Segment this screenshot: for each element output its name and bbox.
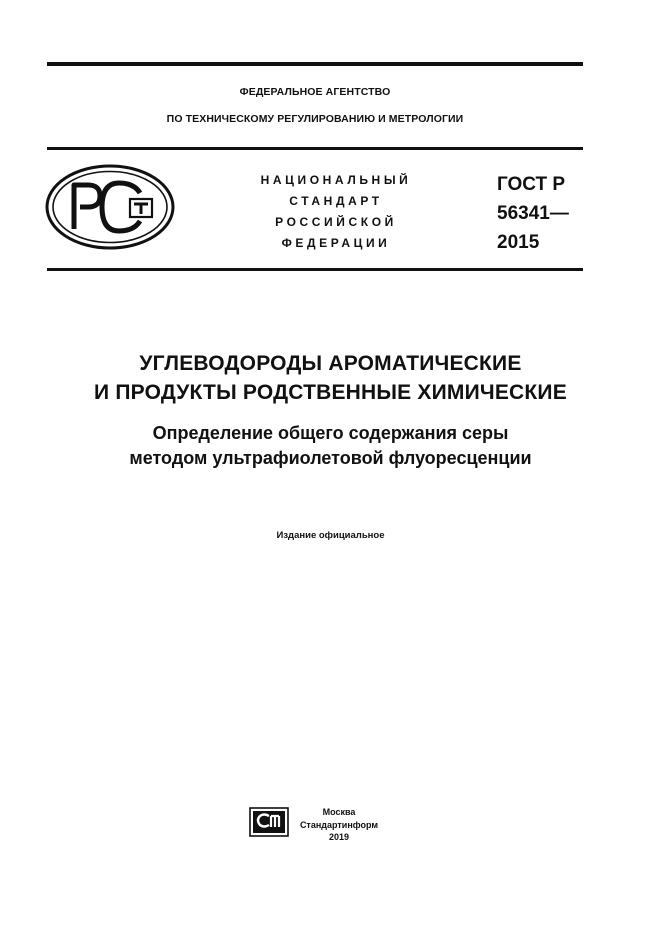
gost-number	[497, 170, 569, 257]
national-line-1: НАЦИОНАЛЬНЫЙ	[260, 173, 412, 187]
subtitle-line-1: Определение общего содержания серы	[152, 423, 509, 443]
gost-line-3: 2015	[497, 232, 540, 253]
national-line-4: ФЕДЕРАЦИИ	[281, 236, 391, 250]
national-line-2: СТАНДАРТ	[289, 194, 383, 208]
agency-line-1: ФЕДЕРАЛЬНОЕ АГЕНТСТВО	[239, 86, 391, 98]
rst-certification-mark-icon	[44, 163, 176, 256]
title-line-2: И ПРОДУКТЫ РОДСТВЕННЫЕ ХИМИЧЕСКИЕ	[94, 381, 567, 404]
publisher-year: 2019	[328, 832, 350, 842]
standartinform-logo-icon	[249, 807, 289, 842]
publisher-info	[296, 806, 382, 844]
standard-block-rule	[47, 268, 583, 271]
edition-label: Издание официальное	[276, 530, 385, 541]
agency-line-2: ПО ТЕХНИЧЕСКОМУ РЕГУЛИРОВАНИЮ И МЕТРОЛОГИИ	[166, 113, 464, 125]
header-rule	[47, 147, 583, 150]
top-rule	[47, 62, 583, 66]
publisher-name: Стандартинформ	[299, 819, 379, 830]
gost-line-2: 56341—	[497, 203, 569, 224]
document-subtitle	[0, 421, 661, 471]
national-standard-label	[222, 170, 450, 254]
title-line-1: УГЛЕВОДОРОДЫ АРОМАТИЧЕСКИЕ	[139, 352, 522, 375]
gost-line-1: ГОСТ Р	[497, 174, 566, 195]
national-line-3: РОССИЙСКОЙ	[275, 215, 397, 229]
publisher-city: Москва	[322, 807, 356, 817]
subtitle-line-2: методом ультрафиолетовой флуоресценции	[129, 448, 532, 468]
document-title	[0, 349, 661, 407]
